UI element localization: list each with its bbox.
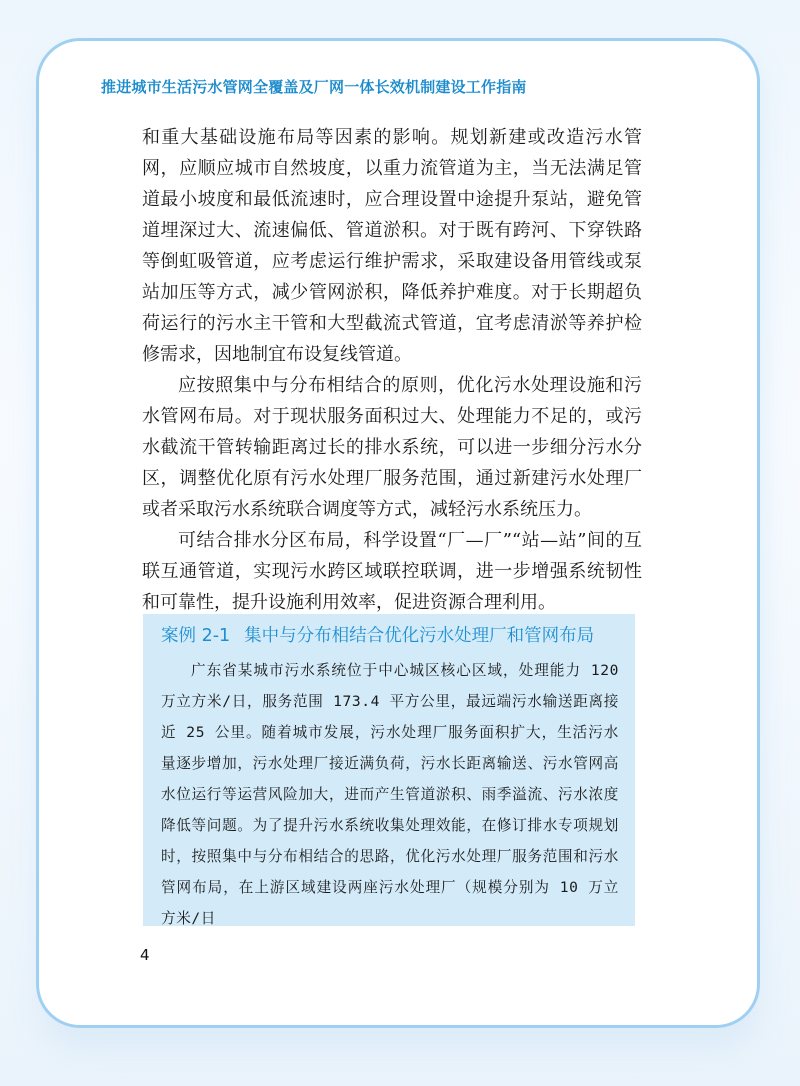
case-study-box <box>143 614 635 926</box>
body-paragraph: 可结合排水分区布局，科学设置“厂—厂”“站—站”间的互联互通管道，实现污水跨区域联控联调，进一步增强系统韧性和可靠性，提升设施利用效率，促进资源合理利用。 <box>142 530 642 613</box>
case-study-heading <box>161 624 619 648</box>
body-paragraph: 应按照集中与分布相结合的原则，优化污水处理设施和污水管网布局。对于现状服务面积过大、处理能力不足的，或污水截流干管转输距离过长的排水系统，可以进一步细分污水分区，调整优化原有污水处理厂服务范围，通过新建污水处理厂或者采取污水系统联合调度等方式，减轻污水系统压力。 <box>142 375 642 520</box>
running-header: 推进城市生活污水管网全覆盖及厂网一体长效机制建设工作指南 <box>101 78 527 96</box>
page-number: 4 <box>140 946 150 964</box>
case-study-text: 广东省某城市污水系统位于中心城区核心区域，处理能力 120 万立方米/日，服务范围 173.4 平方公里，最远端污水输送距离接近 25 公里。随着城市发展，污水处理厂服务面积扩大，生活污水量逐步增加，污水处理厂接近满负荷，污水长距离输送、污水管网高水位运行等运营风险加大，进而产生管道淤积、雨季溢流、污水浓度降低等问题。为了提升污水系统收集处理效能，在修订排水专项规划时，按照集中与分布相结合的思路，优化污水处理厂服务范围和污水管网布局，在上游区域建设两座污水处理厂（规模分别为 10 万立方米/日 <box>161 662 619 927</box>
body-paragraph: 和重大基础设施布局等因素的影响。规划新建或改造污水管网，应顺应城市自然坡度，以重力流管道为主，当无法满足管道最小坡度和最低流速时，应合理设置中途提升泵站，避免管道埋深过大、流速偏低、管道淤积。对于既有跨河、下穿铁路等倒虹吸管道，应考虑运行维护需求，采取建设备用管线或泵站加压等方式，减少管网淤积，降低养护难度。对于长期超负荷运行的污水主干管和大型截流式管道，宜考虑清淤等养护检修需求，因地制宜布设复线管道。 <box>142 127 642 365</box>
case-study-label: 案例 2-1 <box>161 626 231 646</box>
case-study-title: 集中与分布相结合优化污水处理厂和管网布局 <box>244 626 595 646</box>
body-text <box>142 122 642 618</box>
